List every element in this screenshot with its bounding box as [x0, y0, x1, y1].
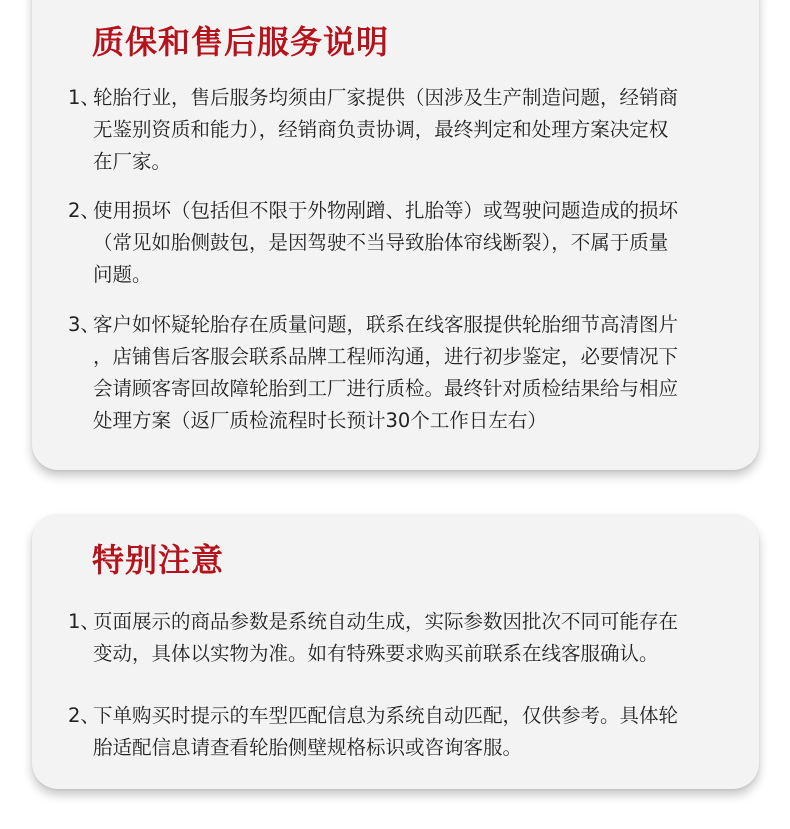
- item-text-line: 页面展示的商品参数是系统自动生成，实际参数因批次不同可能存在: [93, 610, 679, 633]
- special-notice-title: 特别注意: [92, 541, 225, 579]
- item-number: 1、: [68, 86, 100, 109]
- item-number: 3、: [68, 313, 100, 336]
- special-notice-card: [32, 514, 759, 789]
- notice-item-1: [68, 606, 758, 670]
- item-text-line: 会请顾客寄回故障轮胎到工厂进行质检。最终针对质检结果给与相应: [93, 377, 679, 400]
- item-text-line: 使用损坏（包括但不限于外物剐蹭、扎胎等）或驾驶问题造成的损坏: [93, 199, 679, 222]
- item-number: 1、: [68, 610, 100, 633]
- warranty-service-card: [32, 0, 759, 470]
- item-text-line: 客户如怀疑轮胎存在质量问题，联系在线客服提供轮胎细节高清图片: [93, 313, 679, 336]
- item-text-line: 问题。: [93, 263, 152, 286]
- item-text-line: 胎适配信息请查看轮胎侧壁规格标识或咨询客服。: [93, 736, 523, 759]
- warranty-service-title: 质保和售后服务说明: [92, 23, 390, 61]
- warranty-item-1: [68, 82, 758, 178]
- item-number: 2、: [68, 704, 100, 727]
- item-text-line: 无鉴别资质和能力），经销商负责协调，最终判定和处理方案决定权: [93, 118, 669, 141]
- warranty-item-3: [68, 309, 758, 437]
- warranty-item-2: [68, 195, 758, 291]
- item-text-line: （常见如胎侧鼓包，是因驾驶不当导致胎体帘线断裂），不属于质量: [93, 231, 669, 254]
- item-text-line: 变动，具体以实物为准。如有特殊要求购买前联系在线客服确认。: [93, 642, 659, 665]
- item-text-line: 在厂家。: [93, 150, 172, 173]
- item-text-line: ，店铺售后客服会联系品牌工程师沟通，进行初步鉴定，必要情况下: [93, 345, 679, 368]
- item-number: 2、: [68, 199, 100, 222]
- item-text-line: 下单购买时提示的车型匹配信息为系统自动匹配，仅供参考。具体轮: [93, 704, 679, 727]
- item-text-line: 处理方案（返厂质检流程时长预计30个工作日左右）: [93, 409, 547, 432]
- item-text-line: 轮胎行业，售后服务均须由厂家提供（因涉及生产制造问题，经销商: [93, 86, 679, 109]
- notice-item-2: [68, 700, 758, 764]
